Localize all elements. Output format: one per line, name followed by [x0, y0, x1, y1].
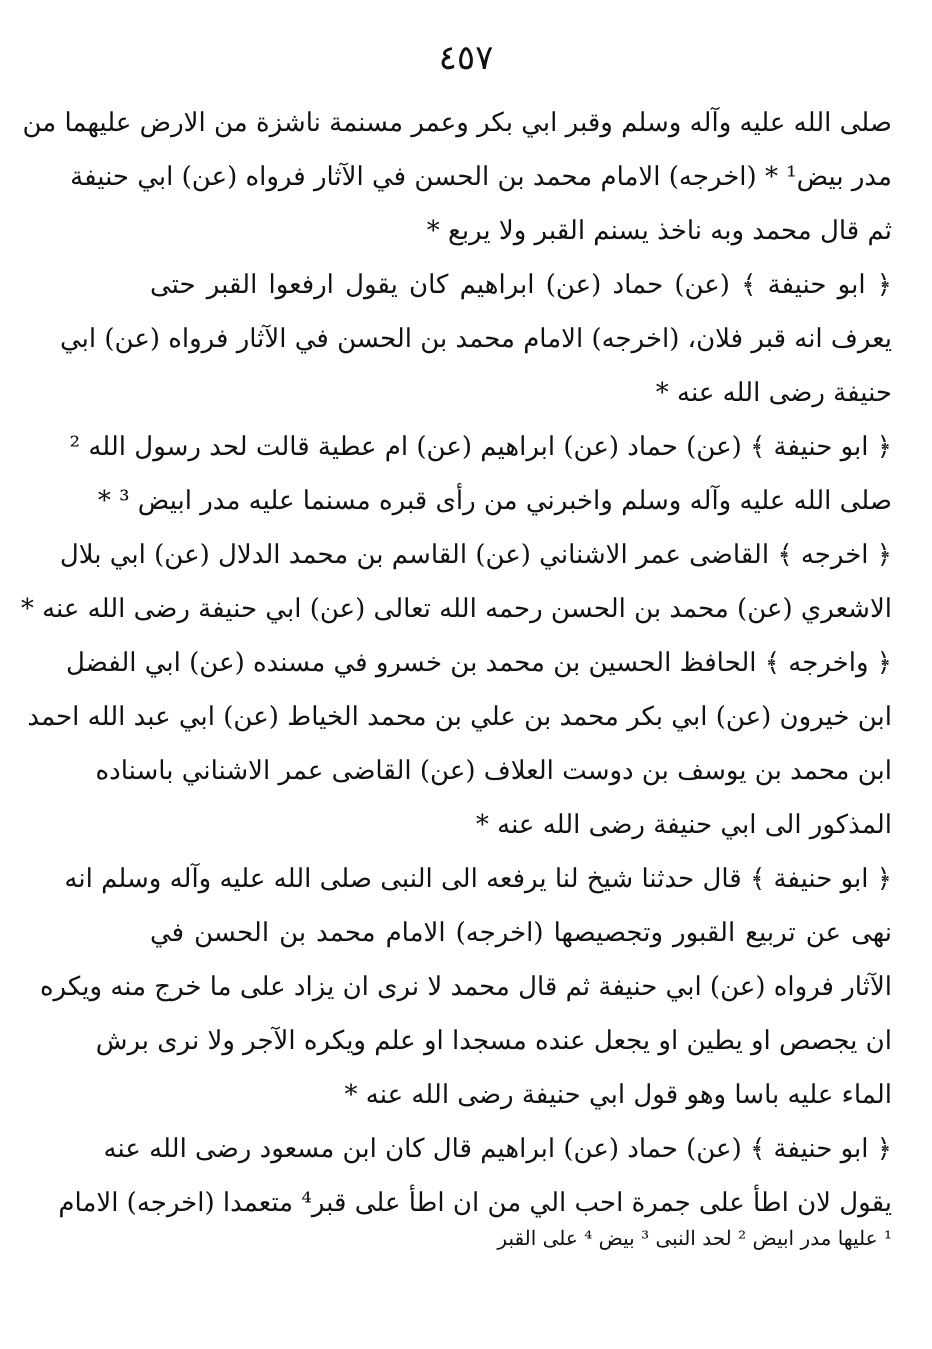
text-line: المذكور الى ابي حنيفة رضى الله عنه *: [475, 810, 892, 840]
text-line: نهى عن تربيع القبور وتجصيصها (اخرجه) الامام محمد بن الحسن في: [150, 918, 892, 948]
page-number: ٤٥٧: [438, 38, 494, 78]
text-line: ثم قال محمد وبه ناخذ يسنم القبر ولا يربع *: [426, 216, 892, 246]
text-line: ابن خيرون (عن) ابي بكر محمد بن علي بن محمد الخياط (عن) ابي عبد الله احمد: [27, 702, 892, 732]
text-line: ﴿ ابو حنيفة ﴾ (عن) حماد (عن) ابراهيم (عن) ام عطية قالت لحد رسول الله ²: [69, 432, 892, 462]
text-line: صلى الله عليه وآله وسلم وقبر ابي بكر وعمر مسنمة ناشزة من الارض عليهما من: [22, 108, 892, 138]
text-line: صلى الله عليه وآله وسلم واخبرني من رأى قبره مسنما عليه مدر ابيض ³ *: [97, 486, 892, 516]
text-line: ﴿ اخرجه ﴾ القاضى عمر الاشناني (عن) القاسم بن محمد الدلال (عن) ابي بلال: [59, 540, 892, 570]
text-line: مدر بيض¹ * (اخرجه) الامام محمد بن الحسن في الآثار فرواه (عن) ابي حنيفة: [70, 162, 892, 192]
text-line: ان يجصص او يطين او يجعل عنده مسجدا او علم ويكره الآجر ولا نرى برش: [95, 1026, 892, 1056]
text-line: الآثار فرواه (عن) ابي حنيفة ثم قال محمد لا نرى ان يزاد على ما خرج منه ويكره: [39, 972, 892, 1002]
footnotes: ¹ عليها مدر ابيض ² لحد النبى ³ بيض ⁴ على القبر: [497, 1226, 892, 1250]
text-line: يعرف انه قبر فلان، (اخرجه) الامام محمد بن الحسن في الآثار فرواه (عن) ابي: [60, 324, 892, 354]
text-line: الماء عليه باسا وهو قول ابي حنيفة رضى الله عنه *: [344, 1080, 892, 1110]
text-line: حنيفة رضى الله عنه *: [655, 378, 892, 408]
text-line: الاشعري (عن) محمد بن الحسن رحمه الله تعالى (عن) ابي حنيفة رضى الله عنه *: [20, 594, 892, 624]
text-line: ﴿ واخرجه ﴾ الحافظ الحسين بن محمد بن خسرو في مسنده (عن) ابي الفضل: [65, 648, 892, 678]
text-line: يقول لان اطأ على جمرة احب الي من ان اطأ على قبر⁴ متعمدا (اخرجه) الامام: [58, 1188, 892, 1218]
text-line: ﴿ ابو حنيفة ﴾ (عن) حماد (عن) ابراهيم كان يقول ارفعوا القبر حتى: [150, 270, 892, 300]
text-line: ابن محمد بن يوسف بن دوست العلاف (عن) القاضى عمر الاشناني باسناده: [95, 756, 892, 786]
text-line: ﴿ ابو حنيفة ﴾ (عن) حماد (عن) ابراهيم قال كان ابن مسعود رضى الله عنه: [103, 1134, 892, 1164]
text-line: ﴿ ابو حنيفة ﴾ قال حدثنا شيخ لنا يرفعه الى النبى صلى الله عليه وآله وسلم انه: [64, 864, 892, 894]
body-text: [20, 96, 892, 1230]
